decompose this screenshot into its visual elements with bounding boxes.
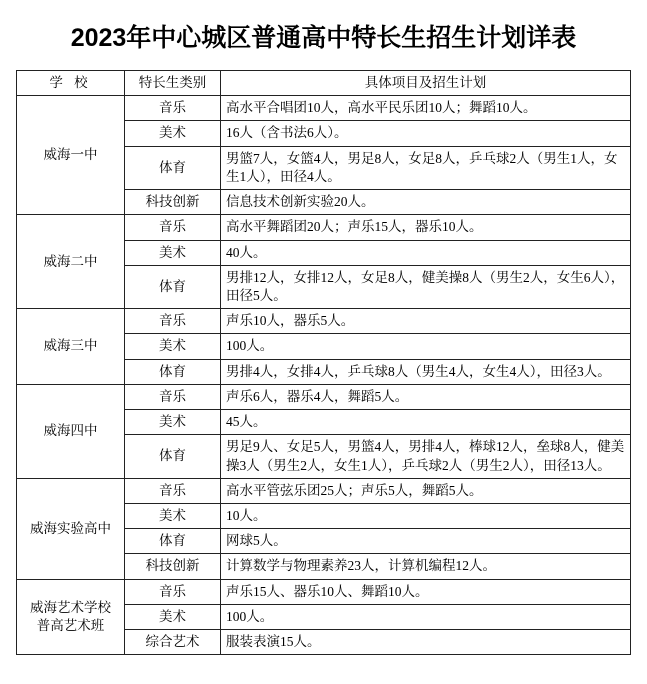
specialty-type-cell: 音乐 <box>125 96 221 121</box>
plan-detail-cell: 男排12人，女排12人，女足8人，健美操8人（男生2人，女生6人），田径5人。 <box>221 265 631 308</box>
column-header-school: 学 校 <box>17 71 125 96</box>
table-row <box>17 96 631 121</box>
plan-detail-cell: 高水平舞蹈团20人；声乐15人，器乐10人。 <box>221 215 631 240</box>
school-name-cell: 威海实验高中 <box>17 478 125 579</box>
plan-detail-cell: 声乐6人，器乐4人，舞蹈5人。 <box>221 384 631 409</box>
specialty-type-cell: 综合艺术 <box>125 630 221 655</box>
plan-detail-cell: 信息技术创新实验20人。 <box>221 190 631 215</box>
specialty-type-cell: 美术 <box>125 121 221 146</box>
plan-detail-cell: 100人。 <box>221 334 631 359</box>
specialty-type-cell: 美术 <box>125 410 221 435</box>
plan-detail-cell: 10人。 <box>221 503 631 528</box>
column-header-detail: 具体项目及招生计划 <box>221 71 631 96</box>
plan-detail-cell: 100人。 <box>221 604 631 629</box>
specialty-type-cell: 美术 <box>125 604 221 629</box>
plan-detail-cell: 男排4人，女排4人，乒乓球8人（男生4人，女生4人），田径3人。 <box>221 359 631 384</box>
school-name-cell: 威海一中 <box>17 96 125 215</box>
specialty-type-cell: 美术 <box>125 240 221 265</box>
plan-detail-cell: 高水平管弦乐团25人；声乐5人，舞蹈5人。 <box>221 478 631 503</box>
specialty-type-cell: 科技创新 <box>125 190 221 215</box>
plan-detail-cell: 16人（含书法6人）。 <box>221 121 631 146</box>
plan-detail-cell: 网球5人。 <box>221 529 631 554</box>
specialty-type-cell: 音乐 <box>125 478 221 503</box>
specialty-type-cell: 音乐 <box>125 309 221 334</box>
specialty-type-cell: 体育 <box>125 265 221 308</box>
specialty-type-cell: 体育 <box>125 529 221 554</box>
plan-detail-cell: 高水平合唱团10人，高水平民乐团10人；舞蹈10人。 <box>221 96 631 121</box>
plan-detail-cell: 45人。 <box>221 410 631 435</box>
page-title: 2023年中心城区普通高中特长生招生计划详表 <box>70 24 577 52</box>
specialty-type-cell: 体育 <box>125 435 221 478</box>
plan-detail-cell: 计算数学与物理素养23人，计算机编程12人。 <box>221 554 631 579</box>
school-name-cell: 威海三中 <box>17 309 125 385</box>
plan-detail-cell: 服装表演15人。 <box>221 630 631 655</box>
specialty-type-cell: 体育 <box>125 146 221 189</box>
specialty-type-cell: 体育 <box>125 359 221 384</box>
specialty-type-cell: 美术 <box>125 503 221 528</box>
specialty-type-cell: 科技创新 <box>125 554 221 579</box>
school-name-cell: 威海四中 <box>17 384 125 478</box>
table-header-row <box>17 71 631 96</box>
table-row <box>17 478 631 503</box>
plan-detail-cell: 男足9人、女足5人，男篮4人，男排4人，棒球12人，垒球8人，健美操3人（男生2人，女生1人），乒乓球2人（男生2人），田径13人。 <box>221 435 631 478</box>
plan-detail-cell: 声乐10人，器乐5人。 <box>221 309 631 334</box>
column-header-type: 特长生类别 <box>125 71 221 96</box>
table-row <box>17 579 631 604</box>
plan-detail-cell: 男篮7人，女篮4人，男足8人，女足8人，乒乓球2人（男生1人，女生1人），田径4人。 <box>221 146 631 189</box>
admission-plan-table <box>16 70 631 655</box>
table-row <box>17 215 631 240</box>
school-name-cell: 威海二中 <box>17 215 125 309</box>
table-row <box>17 309 631 334</box>
plan-detail-cell: 声乐15人、器乐10人、舞蹈10人。 <box>221 579 631 604</box>
table-row <box>17 384 631 409</box>
specialty-type-cell: 美术 <box>125 334 221 359</box>
plan-detail-cell: 40人。 <box>221 240 631 265</box>
school-name-cell: 威海艺术学校 普高艺术班 <box>17 579 125 655</box>
specialty-type-cell: 音乐 <box>125 215 221 240</box>
specialty-type-cell: 音乐 <box>125 579 221 604</box>
specialty-type-cell: 音乐 <box>125 384 221 409</box>
